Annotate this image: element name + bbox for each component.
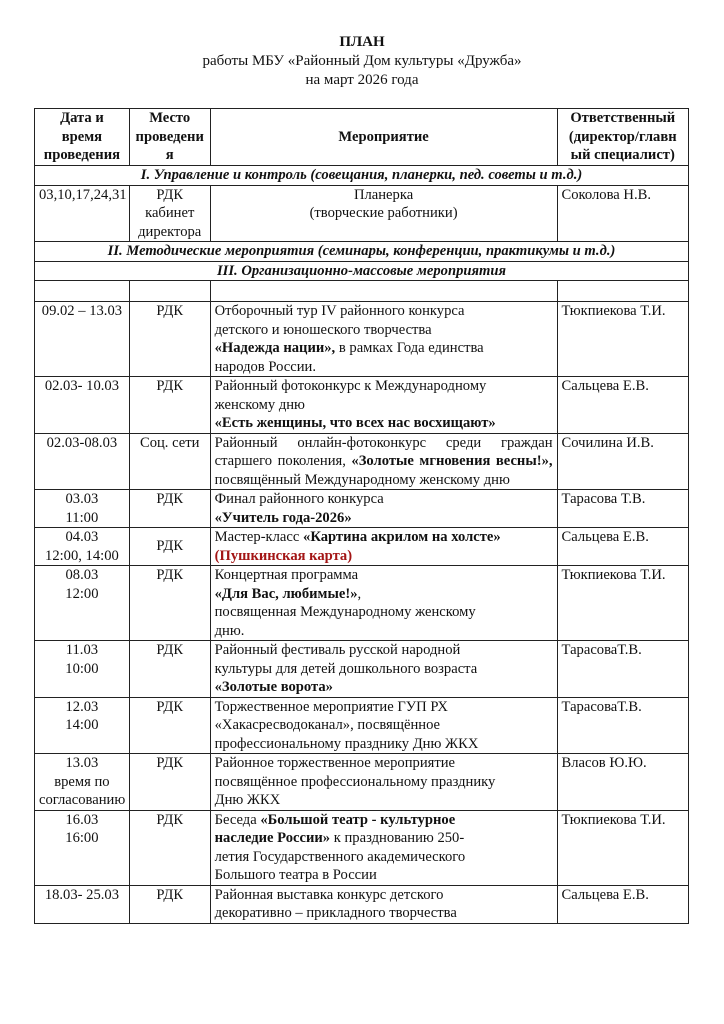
cell-event	[210, 566, 557, 641]
cell-responsible: Тюкпиекова Т.И.	[557, 302, 688, 377]
event-text: посвящённое профессиональному празднику	[214, 773, 496, 790]
cell-place: РДК	[129, 490, 210, 528]
header-text: проведени	[135, 128, 204, 145]
event-text: Районный онлайн-фотоконкурс среди граждан старшего поколения,	[214, 434, 553, 469]
event-text: профессиональному празднику Дню ЖКХ	[214, 735, 479, 752]
event-text: культуры для детей дошкольного возраста	[214, 660, 478, 677]
event-text	[215, 811, 553, 830]
event-text: ,	[357, 585, 362, 602]
event-text: Концертная программа	[214, 567, 359, 583]
time-text: 14:00	[65, 717, 99, 733]
cell-event	[210, 885, 557, 923]
header-text: Дата и время	[60, 110, 104, 145]
table-row	[35, 697, 689, 754]
empty-cell	[557, 281, 688, 302]
cell-responsible: Тюкпиекова Т.И.	[557, 566, 688, 641]
cell-responsible: Власов Ю.Ю.	[557, 754, 688, 811]
date-text: 08.03	[65, 567, 99, 583]
header-text: ый специалист)	[570, 147, 675, 164]
event-title: «Есть женщины, что всех нас восхищают»	[214, 415, 496, 431]
cell-place: РДК	[129, 754, 210, 811]
cell-date	[35, 528, 130, 566]
cell-event	[210, 302, 557, 377]
event-text: дню.	[214, 622, 245, 639]
table-row	[35, 566, 689, 641]
header-text: Ответственный	[570, 110, 676, 127]
cell-date	[35, 810, 130, 885]
document-subtitle: работы МБУ «Районный Дом культуры «Дружба»	[202, 53, 522, 69]
column-header-date	[35, 109, 130, 166]
cell-date	[35, 697, 130, 754]
table-row	[35, 754, 689, 811]
cell-responsible: Сальцева Е.В.	[557, 885, 688, 923]
cell-responsible: Сальцева Е.В.	[557, 377, 688, 434]
section-title: III. Организационно-массовые мероприятия	[35, 261, 689, 281]
date-text: 12.03	[65, 698, 99, 715]
event-title: наследие России»	[214, 830, 331, 846]
document-title: ПЛАН	[339, 34, 385, 50]
cell-place: РДК	[129, 377, 210, 434]
header-text: (директор/главн	[568, 128, 677, 145]
time-text: 10:00	[65, 660, 99, 677]
cell-responsible: ТарасоваТ.В.	[557, 641, 688, 698]
cell-responsible: Тюкпиекова Т.И.	[557, 810, 688, 885]
section-row	[35, 242, 689, 262]
event-text: Отборочный тур IV районного конкурса	[214, 303, 465, 319]
table-row	[35, 885, 689, 923]
empty-cell	[210, 281, 557, 302]
header-text: проведения	[43, 147, 120, 164]
event-text: женскому дню	[214, 396, 305, 413]
cell-place: РДК	[129, 697, 210, 754]
section-title: I. Управление и контроль (совещания, планерки, пед. советы и т.д.)	[35, 166, 689, 186]
event-text: (творческие работники)	[309, 205, 458, 221]
cell-place: РДК	[129, 885, 210, 923]
cell-responsible: Сальцева Е.В.	[557, 528, 688, 566]
section-title: II. Методические мероприятия (семинары, конференции, практикумы и т.д.)	[35, 242, 689, 262]
event-title: «Золотые ворота»	[214, 679, 333, 695]
cell-date	[35, 490, 130, 528]
event-text	[215, 829, 553, 848]
empty-cell	[129, 281, 210, 302]
column-header-event: Мероприятие	[210, 109, 557, 166]
time-text: время по	[54, 773, 110, 790]
date-text: 04.03	[65, 529, 99, 545]
cell-date	[35, 566, 130, 641]
cell-date: 03,10,17,24,31	[35, 185, 130, 242]
table-row	[35, 377, 689, 434]
event-title: «Большой театр - культурное	[260, 811, 456, 828]
table-row	[35, 185, 689, 242]
event-text	[215, 528, 553, 547]
cell-event	[210, 377, 557, 434]
column-header-responsible	[557, 109, 688, 166]
document-period: на март 2026 года	[305, 72, 419, 88]
section-row	[35, 166, 689, 186]
cell-place: Соц. сети	[129, 433, 210, 490]
cell-place: РДК	[129, 566, 210, 641]
event-text: народов России.	[214, 358, 316, 375]
event-text: в рамках Года единства	[335, 340, 484, 356]
event-text: Большого театра в России	[214, 867, 377, 883]
event-text: Районное торжественное мероприятие	[214, 755, 456, 771]
cell-responsible: ТарасоваТ.В.	[557, 697, 688, 754]
event-text: Планерка	[353, 186, 414, 203]
cell-responsible: Тарасова Т.В.	[557, 490, 688, 528]
column-header-place	[129, 109, 210, 166]
table-row	[35, 641, 689, 698]
cell-place: РДК	[129, 641, 210, 698]
cell-event	[210, 528, 557, 566]
cell-event	[210, 641, 557, 698]
event-title: «Картина акрилом на холсте»	[303, 529, 501, 545]
table-row	[35, 490, 689, 528]
cell-place	[129, 528, 210, 566]
date-text: 13.03	[65, 755, 99, 771]
empty-row	[35, 281, 689, 302]
event-text: Торжественное мероприятие ГУП РХ	[214, 698, 448, 715]
event-text: Районный фестиваль русской народной	[214, 642, 461, 658]
cell-place: РДК	[129, 302, 210, 377]
cell-responsible: Сочилина И.В.	[557, 433, 688, 490]
cell-date	[35, 641, 130, 698]
place-text: РДК	[156, 538, 184, 554]
event-title: «Надежда нации»,	[214, 340, 336, 356]
event-title: «Для Вас, любимые!»	[214, 585, 358, 602]
event-text: летия Государственного академического	[214, 848, 466, 865]
event-text: декоративно – прикладного творчества	[214, 905, 457, 921]
cell-responsible: Соколова Н.В.	[557, 185, 688, 242]
place-text: директора	[138, 223, 202, 240]
table-row	[35, 433, 689, 490]
cell-date: 02.03-08.03	[35, 433, 130, 490]
event-text: Беседа	[214, 811, 261, 828]
cell-event	[210, 754, 557, 811]
cell-place: РДК	[129, 810, 210, 885]
event-text	[215, 339, 553, 358]
time-text: 12:00	[65, 585, 99, 602]
table-header-row	[35, 109, 689, 166]
time-text: 12:00, 14:00	[45, 547, 119, 564]
time-text: согласованию	[39, 792, 126, 808]
table-row	[35, 810, 689, 885]
date-text: 16.03	[65, 811, 99, 828]
date-text: 03.03	[65, 491, 99, 507]
event-text: Районная выставка конкурс детского	[214, 886, 444, 903]
date-text: 11.03	[65, 642, 99, 658]
event-text: Мастер-класс	[214, 529, 304, 545]
document-header	[0, 33, 724, 90]
event-text: Финал районного конкурса	[214, 491, 384, 507]
event-text: «Хакасресводоканал», посвящённое	[214, 717, 441, 733]
header-text: Место	[149, 110, 191, 127]
table-row	[35, 302, 689, 377]
table-row	[35, 528, 689, 566]
place-text: кабинет	[145, 205, 195, 221]
event-text: детского и юношеского творчества	[214, 321, 432, 338]
event-text: Дню ЖКХ	[214, 792, 281, 808]
cell-date: 02.03- 10.03	[35, 377, 130, 434]
time-text: 16:00	[65, 830, 99, 846]
cell-date	[35, 754, 130, 811]
event-text: к празднованию 250-	[330, 830, 465, 846]
cell-date: 09.02 – 13.03	[35, 302, 130, 377]
plan-table	[34, 108, 689, 924]
cell-event	[210, 433, 557, 490]
header-text: я	[165, 147, 174, 164]
pushkin-card-note: (Пушкинская карта)	[214, 547, 353, 564]
cell-event	[210, 185, 557, 242]
time-text: 11:00	[65, 509, 99, 526]
event-text: посвящённый Международному женскому дню	[214, 471, 510, 488]
cell-event	[210, 810, 557, 885]
cell-place	[129, 185, 210, 242]
event-text: посвященная Международному женскому	[214, 604, 476, 620]
event-title: «Золотые мгновения весны!»,	[351, 453, 553, 469]
event-text	[215, 585, 553, 604]
cell-date: 18.03- 25.03	[35, 885, 130, 923]
event-text: Районный фотоконкурс к Международному	[214, 378, 487, 394]
empty-cell	[35, 281, 130, 302]
cell-event	[210, 697, 557, 754]
event-title: «Учитель года-2026»	[214, 509, 352, 526]
place-text: РДК	[156, 186, 184, 203]
section-row	[35, 261, 689, 281]
cell-event	[210, 490, 557, 528]
